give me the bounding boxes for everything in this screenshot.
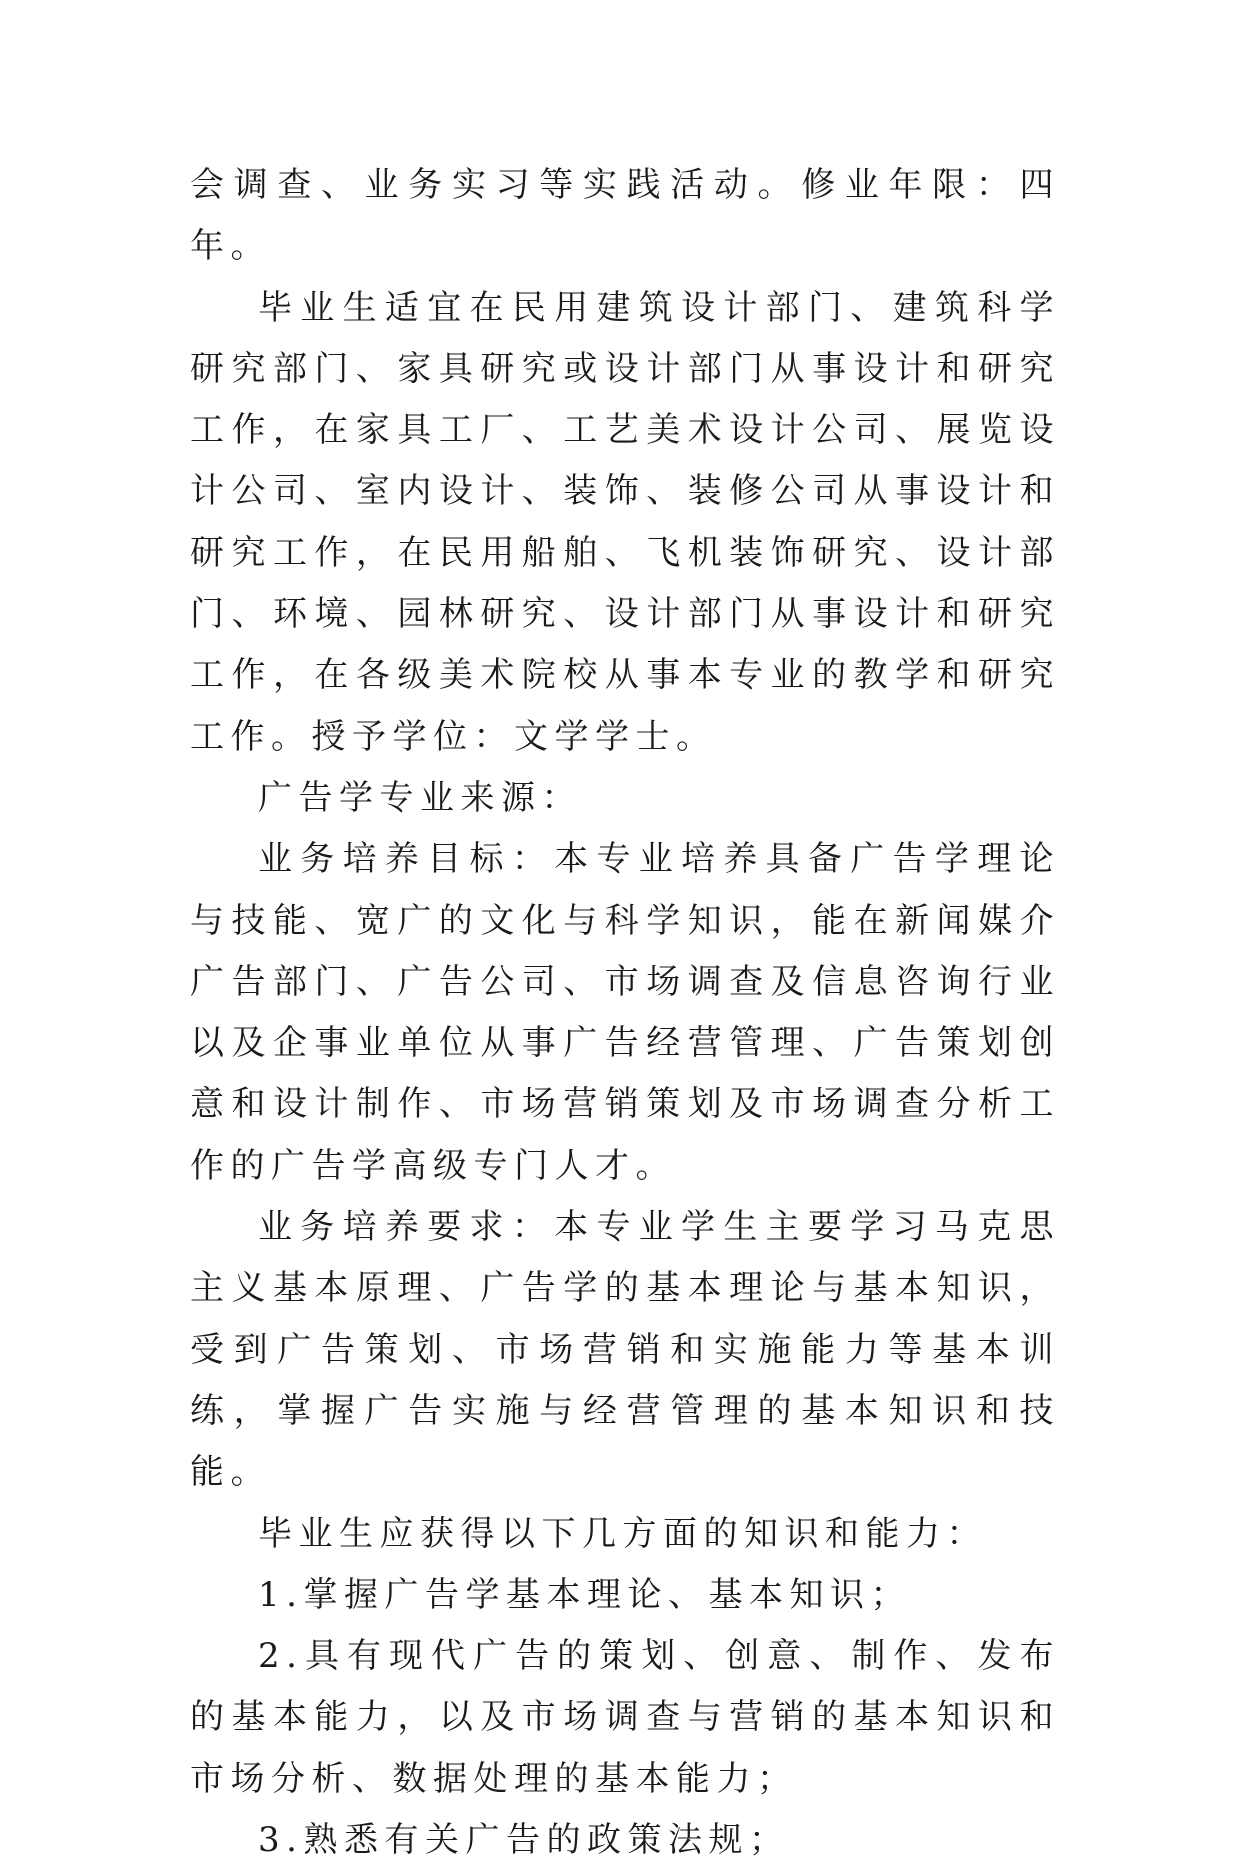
paragraph-graduate-employment: 毕业生适宜在民用建筑设计部门、建筑科学研究部门、家具研究或设计部门从事设计和研究工作，在家具工厂、工艺美术设计公司、展览设计公司、室内设计、装饰、装修公司从事设计和研究工作，在民用船舶、飞机装饰研究、设计部门、环境、园林研究、设计部门从事设计和研究工作，在各级美术院校从事本专业的教学和研究工作。授予学位：文学学士。 bbox=[190, 287, 1060, 757]
list-item-2: 2.具有现代广告的策划、创意、制作、发布的基本能力，以及市场调查与营销的基本知识和市场分析、数据处理的基本能力； bbox=[190, 1636, 1060, 1799]
list-item-1: 1.掌握广告学基本理论、基本知识； bbox=[258, 1574, 911, 1615]
paragraph-training-requirements: 业务培养要求：本专业学生主要学习马克思主义基本原理、广告学的基本理论与基本知识，受到广告策划、市场营销和实施能力等基本训练，掌握广告实施与经营管理的基本知识和技能。 bbox=[190, 1207, 1060, 1493]
list-item-3: 3.熟悉有关广告的政策法规； bbox=[258, 1820, 790, 1861]
paragraph-training-objective: 业务培养目标：本专业培养具备广告学理论与技能、宽广的文化与科学知识，能在新闻媒介广告部门、广告公司、市场调查及信息咨询行业以及企事业单位从事广告经营管理、广告策划创意和设计制作、市场营销策划及市场调查分析工作的广告学高级专门人才。 bbox=[190, 839, 1060, 1186]
paragraph-continuation: 会调查、业务实习等实践活动。修业年限：四年。 bbox=[190, 165, 1060, 267]
document-body bbox=[190, 155, 1060, 1871]
paragraph-advertising-major-heading: 广告学专业来源： bbox=[258, 777, 582, 818]
paragraph-knowledge-intro: 毕业生应获得以下几方面的知识和能力： bbox=[258, 1513, 987, 1554]
